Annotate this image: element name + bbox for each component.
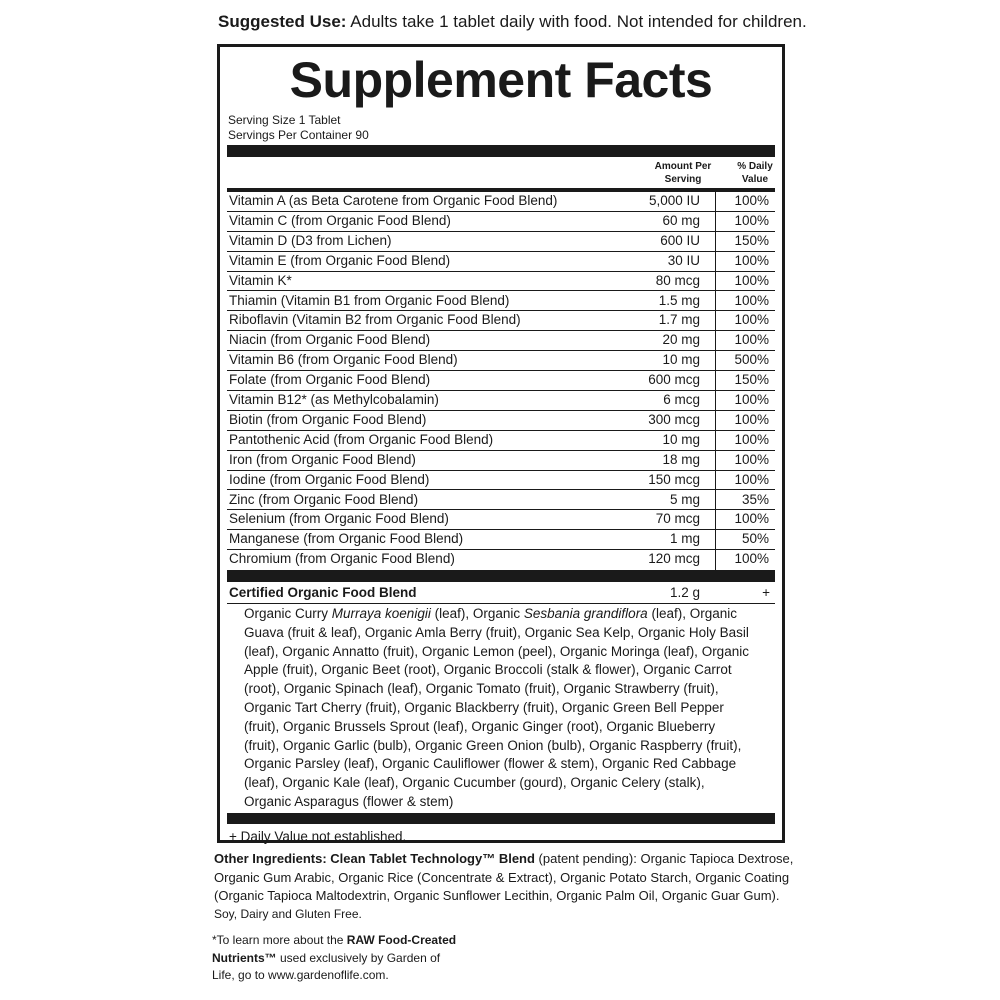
blend-ingredient-line: (fruit), Organic Brussels Sprout (leaf), Organic Ginger (root), Organic Blueberry — [244, 718, 716, 734]
nutrient-row — [227, 550, 775, 570]
botanical-name: Murraya koenigii — [331, 606, 431, 621]
nutrient-daily-value: 100% — [734, 431, 769, 447]
nutrient-amount: 20 mg — [662, 332, 700, 348]
nutrient-amount: 600 mcg — [648, 372, 700, 388]
nutrient-row — [227, 451, 775, 471]
nutrient-row — [227, 311, 775, 331]
nutrient-name: Zinc (from Organic Food Blend) — [229, 491, 419, 507]
learn-more-note — [212, 932, 462, 985]
nutrient-name: Pantothenic Acid (from Organic Food Blend) — [229, 431, 494, 447]
nutrient-row — [227, 530, 775, 550]
allergen-statement: Soy, Dairy and Gluten Free. — [214, 907, 362, 921]
nutrient-row — [227, 212, 775, 232]
panel-title: Supplement Facts — [289, 52, 713, 108]
nutrient-daily-value: 150% — [734, 372, 769, 388]
nutrient-daily-value: 35% — [741, 491, 769, 507]
nutrient-amount: 5 mg — [669, 491, 700, 507]
blend-daily-value: + — [762, 585, 770, 600]
blend-ingredient-line: Guava (fruit & leaf), Organic Amla Berry (fruit), Organic Sea Kelp, Organic Holy Basil — [244, 624, 749, 640]
nutrient-daily-value: 100% — [734, 392, 769, 407]
nutrient-daily-value: 500% — [734, 352, 769, 368]
nutrient-amount: 120 mcg — [648, 551, 700, 567]
nutrient-row — [227, 371, 775, 391]
nutrient-name: Vitamin B6 (from Organic Food Blend) — [229, 352, 458, 368]
blend-ingredient-line: (root), Organic Spinach (leaf), Organic Tomato (fruit), Organic Strawberry (fruit), — [244, 681, 719, 697]
nutrient-row — [227, 471, 775, 491]
other-ingredients — [214, 850, 794, 906]
nutrient-daily-value: 100% — [734, 272, 769, 288]
nutrient-name: Iodine (from Organic Food Blend) — [229, 471, 430, 487]
nutrient-name: Vitamin D (D3 from Lichen) — [229, 232, 392, 248]
nutrient-row — [227, 510, 775, 530]
nutrient-daily-value: 100% — [734, 511, 769, 527]
nutrient-name: Vitamin B12* (as Methylcobalamin) — [229, 392, 439, 407]
supplement-facts-panel — [217, 44, 785, 843]
amount-column-header: Amount Per Serving — [654, 161, 712, 185]
learn-more-bold: RAW Food-Created Nutrients™ — [212, 933, 457, 965]
nutrient-amount: 10 mg — [662, 352, 700, 368]
nutrient-daily-value: 100% — [734, 193, 769, 208]
nutrient-name: Vitamin K* — [229, 272, 292, 288]
nutrient-row — [227, 391, 775, 411]
blend-ingredients — [244, 605, 774, 812]
nutrient-amount: 18 mg — [662, 451, 700, 467]
thick-divider — [227, 145, 775, 157]
suggested-use — [218, 12, 807, 32]
nutrient-name: Iron (from Organic Food Blend) — [229, 451, 416, 467]
nutrient-row — [227, 252, 775, 272]
serving-size: Serving Size 1 Tablet — [228, 113, 341, 127]
nutrient-amount: 60 mg — [662, 212, 700, 228]
other-ingredients-text: (patent pending): Organic Tapioca Dextrose, Organic Gum Arabic, Organic Rice (Concentrate & Extract), Organic Potato Starch, Organic Coating (Organic Tapioca Maltodextrin, Organic Sunflower Lecithin, Organic Palm Oil, Organic Guar Gum). — [214, 851, 794, 903]
blend-ingredient-line: (leaf), Organic Kale (leaf), Organic Cucumber (gourd), Organic Celery (stalk), — [244, 775, 705, 791]
nutrient-name: Vitamin A (as Beta Carotene from Organic Food Blend) — [229, 193, 558, 208]
nutrient-amount: 1.7 mg — [658, 312, 700, 328]
nutrient-amount: 600 IU — [660, 232, 700, 248]
blend-ingredient-line: Organic Curry Murraya koenigii (leaf), Organic Sesbania grandiflora (leaf), Organic — [244, 606, 737, 621]
nutrient-daily-value: 50% — [741, 531, 769, 547]
blend-ingredient-line: (fruit), Organic Garlic (bulb), Organic Green Onion (bulb), Organic Raspberry (fruit), — [244, 737, 742, 753]
blend-ingredient-line: Organic Asparagus (flower & stem) — [244, 793, 454, 809]
suggested-use-label: Suggested Use: — [218, 12, 347, 31]
learn-more-prefix: *To learn more about the — [212, 933, 347, 947]
nutrient-name: Vitamin C (from Organic Food Blend) — [229, 212, 451, 228]
botanical-name: Sesbania grandiflora — [523, 606, 648, 621]
nutrient-amount: 80 mcg — [655, 272, 700, 288]
daily-value-column-header: % Daily Value — [737, 161, 773, 185]
blend-divider — [227, 603, 775, 604]
nutrient-name: Selenium (from Organic Food Blend) — [229, 511, 449, 527]
blend-ingredient-line: Organic Tart Cherry (fruit), Organic Blackberry (fruit), Organic Green Bell Pepper — [244, 699, 724, 715]
nutrient-amount: 5,000 IU — [648, 193, 700, 208]
nutrient-amount: 1.5 mg — [658, 292, 700, 308]
nutrient-name: Manganese (from Organic Food Blend) — [229, 531, 464, 547]
other-ingredients-label: Other Ingredients: Clean Tablet Technology™ Blend — [214, 851, 535, 866]
blend-ingredient-line: Organic Parsley (leaf), Organic Cauliflower (flower & stem), Organic Red Cabbage — [244, 756, 737, 772]
nutrient-amount: 70 mcg — [655, 511, 700, 527]
nutrient-row — [227, 411, 775, 431]
nutrient-row — [227, 272, 775, 292]
thick-divider — [227, 570, 775, 582]
nutrient-row — [227, 351, 775, 371]
nutrient-daily-value: 100% — [734, 471, 769, 487]
nutrient-amount: 10 mg — [662, 431, 700, 447]
nutrient-name: Chromium (from Organic Food Blend) — [229, 551, 455, 567]
blend-amount: 1.2 g — [669, 585, 700, 600]
nutrient-row — [227, 232, 775, 252]
nutrient-row — [227, 431, 775, 451]
blend-ingredient-line: (leaf), Organic Annatto (fruit), Organic Lemon (peel), Organic Moringa (leaf), Organic — [244, 643, 749, 659]
daily-value-footnote: + Daily Value not established. — [229, 829, 407, 844]
nutrient-name: Riboflavin (Vitamin B2 from Organic Food Blend) — [229, 312, 521, 328]
nutrient-amount: 1 mg — [669, 531, 700, 547]
servings-per-container: Servings Per Container 90 — [228, 128, 369, 142]
nutrient-daily-value: 100% — [734, 332, 769, 348]
nutrient-daily-value: 150% — [734, 232, 769, 248]
thick-divider — [227, 813, 775, 824]
nutrient-amount: 30 IU — [667, 252, 700, 268]
learn-more-suffix: used exclusively by Garden of Life, go to www.gardenoflife.com. — [212, 950, 441, 982]
nutrient-name: Niacin (from Organic Food Blend) — [229, 332, 431, 348]
nutrient-name: Thiamin (Vitamin B1 from Organic Food Blend) — [229, 292, 510, 308]
suggested-use-text: Adults take 1 tablet daily with food. Not intended for children. — [346, 12, 807, 31]
blend-name: Certified Organic Food Blend — [229, 585, 417, 600]
nutrient-amount: 300 mcg — [648, 411, 700, 427]
nutrient-row — [227, 192, 775, 212]
nutrient-name: Folate (from Organic Food Blend) — [229, 372, 431, 388]
nutrient-name: Biotin (from Organic Food Blend) — [229, 411, 427, 427]
nutrient-row — [227, 292, 775, 312]
nutrient-daily-value: 100% — [734, 312, 769, 328]
blend-ingredient-line: Apple (fruit), Organic Beet (root), Organic Broccoli (stalk & flower), Organic Carrot — [244, 662, 732, 678]
nutrient-daily-value: 100% — [734, 212, 769, 228]
nutrient-daily-value: 100% — [734, 451, 769, 467]
nutrient-row — [227, 331, 775, 351]
nutrient-amount: 150 mcg — [648, 471, 700, 487]
nutrient-daily-value: 100% — [734, 411, 769, 427]
nutrient-daily-value: 100% — [734, 551, 769, 567]
nutrient-name: Vitamin E (from Organic Food Blend) — [229, 252, 451, 268]
nutrient-daily-value: 100% — [734, 292, 769, 308]
nutrient-daily-value: 100% — [734, 252, 769, 268]
nutrient-row — [227, 491, 775, 511]
nutrient-amount: 6 mcg — [663, 392, 700, 407]
